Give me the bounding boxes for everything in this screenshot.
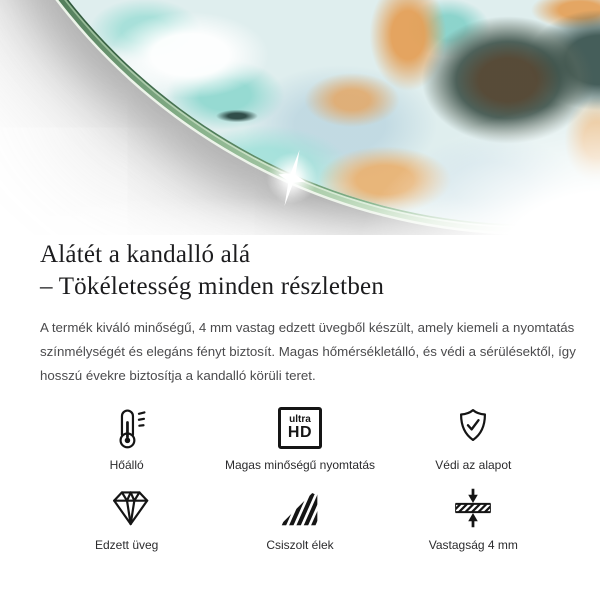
title-line-2: – Tökéletesség minden részletben [40,273,385,300]
feature-label: Csiszolt élek [266,538,334,552]
description-line: színmélységét és elegáns fényt biztosít. Magas hőmérsékletálló, és védi a sérülésektől, így [40,344,576,359]
sparkle-glint-icon [262,148,322,208]
feature-protects-base [387,406,560,472]
product-description [40,316,576,388]
feature-label: Hőálló [109,458,144,472]
feature-heat-resistant [40,406,213,472]
feature-thickness [387,486,560,552]
feature-grid [40,406,560,552]
thickness-icon [451,486,495,530]
content-area [0,235,600,552]
thermometer-icon [105,406,149,450]
ultra-hd-icon [278,406,322,450]
polished-edges-icon [278,486,322,530]
shield-check-icon [451,406,495,450]
feature-label: Vastagság 4 mm [428,538,518,552]
feature-polished-edges [213,486,386,552]
feature-tempered-glass [40,486,213,552]
ultra-hd-top-text: ultra [289,414,311,425]
title-line-1: Alátét a kandalló alá [40,241,251,268]
feature-label: Edzett üveg [94,538,159,552]
page-title [40,235,560,303]
product-photo [0,0,600,235]
description-line: A termék kiváló minőségű, 4 mm vastag edzett üvegből készült, amely kiemeli a nyomtatás [40,320,575,335]
description-line: hosszú évekre biztosítja a kandalló körüli teret. [40,368,316,383]
feature-label: Magas minőségű nyomtatás [224,458,376,472]
feature-label: Védi az alapot [435,458,512,472]
ultra-hd-bottom-text: HD [287,424,313,441]
feature-print-quality [213,406,386,472]
diamond-icon [105,486,149,530]
